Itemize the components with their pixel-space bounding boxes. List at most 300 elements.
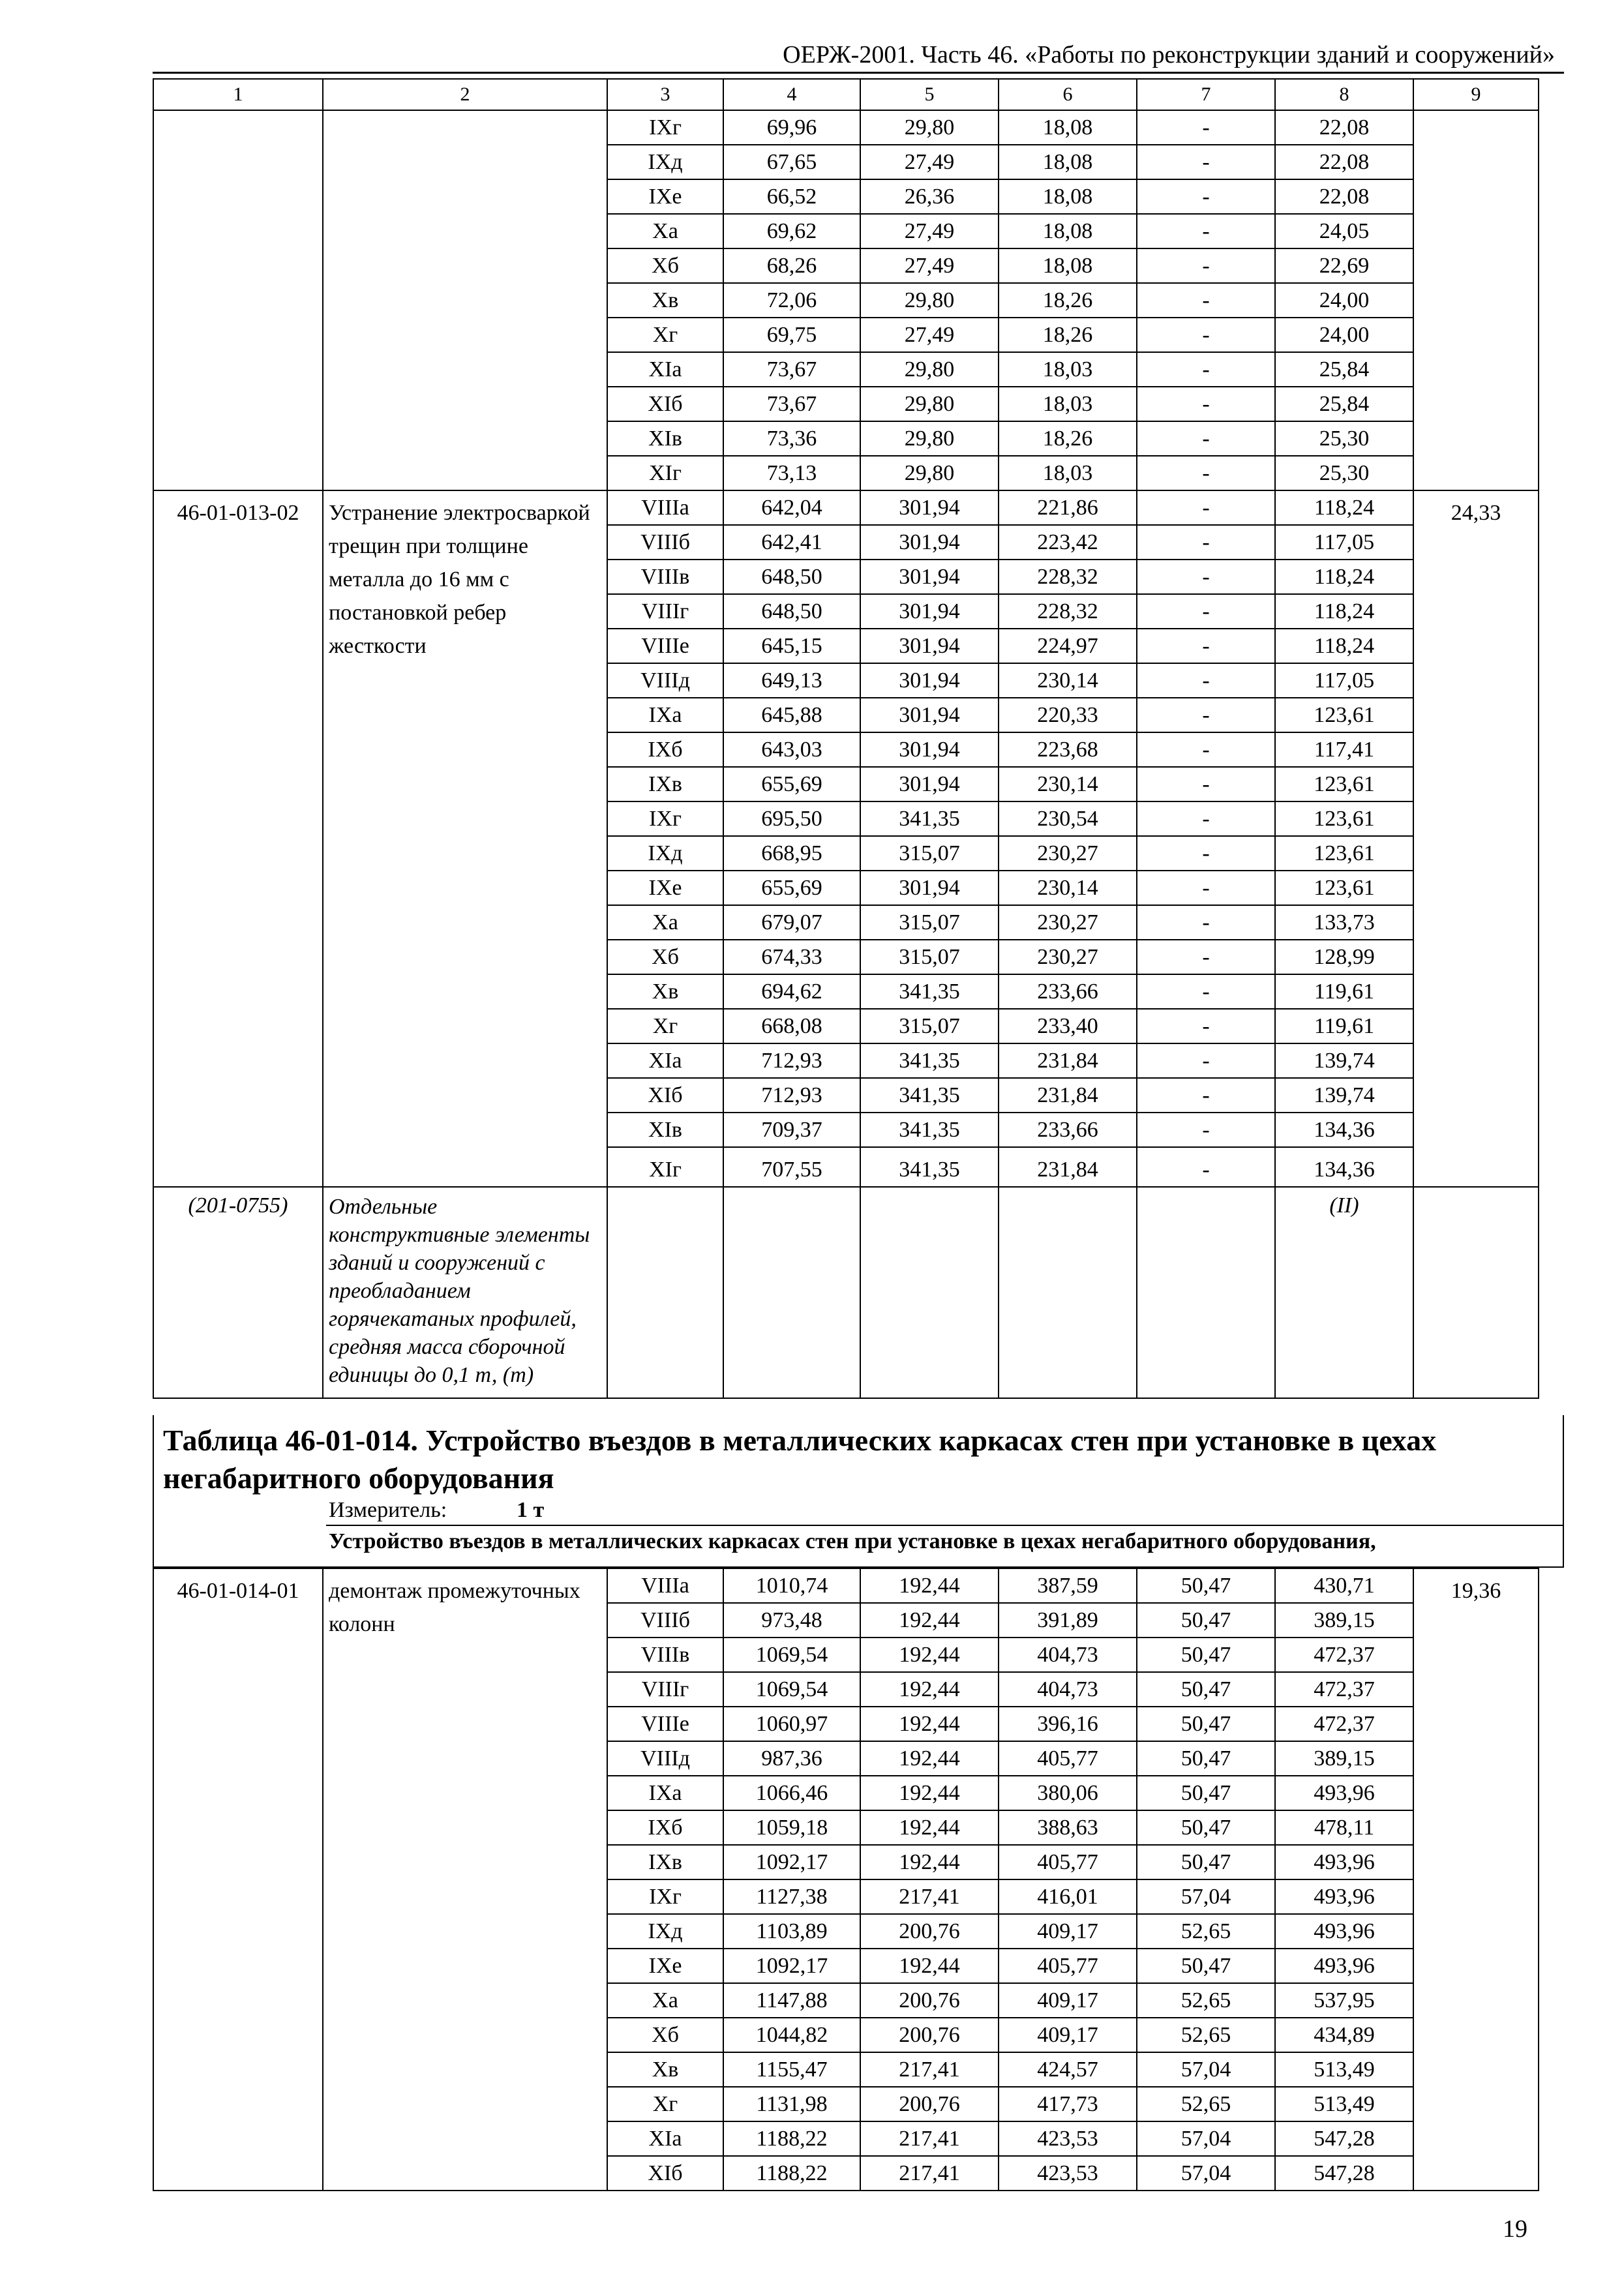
value-cell: 68,26 [723, 248, 860, 283]
value-cell: - [1137, 1113, 1275, 1147]
value-cell: VIIIб [607, 525, 723, 560]
value-cell: - [1137, 421, 1275, 456]
empty-cell [1137, 1187, 1275, 1398]
value-cell: 380,06 [999, 1776, 1137, 1810]
value-cell: 655,69 [723, 767, 860, 801]
value-cell: 230,14 [999, 871, 1137, 905]
value-cell: 405,77 [999, 1949, 1137, 1983]
value-cell: Xа [607, 1983, 723, 2018]
value-cell: 192,44 [860, 1603, 999, 1638]
empty-cell [860, 1187, 999, 1398]
value-cell: IXд [607, 1914, 723, 1949]
value-cell: - [1137, 905, 1275, 940]
column-number-4: 4 [723, 79, 860, 110]
value-cell: 649,13 [723, 663, 860, 698]
value-cell: 694,62 [723, 974, 860, 1009]
value-cell: Xг [607, 1009, 723, 1043]
item-code: 46-01-013-02 [153, 490, 323, 1187]
value-cell: 200,76 [860, 2018, 999, 2052]
value-cell: 73,13 [723, 456, 860, 490]
value-cell: 1188,22 [723, 2156, 860, 2191]
value-cell: 1188,22 [723, 2121, 860, 2156]
value-cell: VIIIб [607, 1603, 723, 1638]
value-cell: VIIIе [607, 1707, 723, 1741]
item-code: 46-01-014-01 [153, 1568, 323, 2191]
value-cell: Xб [607, 2018, 723, 2052]
value-cell: 388,63 [999, 1810, 1137, 1845]
value-cell: 73,67 [723, 387, 860, 421]
value-cell: VIIIд [607, 663, 723, 698]
value-cell: 341,35 [860, 1147, 999, 1187]
value-cell: 1103,89 [723, 1914, 860, 1949]
value-cell: 50,47 [1137, 1672, 1275, 1707]
value-cell: 1044,82 [723, 2018, 860, 2052]
value-cell: 69,75 [723, 318, 860, 352]
item-col9: 19,36 [1413, 1568, 1539, 2191]
value-cell: 25,30 [1275, 456, 1413, 490]
resource-description: Отдельные конструктивные элементы зданий и сооружений с преобладанием горячекатаных профилей, средняя масса сборочной единицы до 0,1 т, (т) [323, 1187, 607, 1398]
value-cell: VIIIд [607, 1741, 723, 1776]
running-header: ОЕРЖ-2001. Часть 46. «Работы по реконструкции зданий и сооружений» [783, 41, 1555, 68]
value-cell: 423,53 [999, 2156, 1137, 2191]
value-cell: 27,49 [860, 214, 999, 248]
value-cell: 50,47 [1137, 1845, 1275, 1879]
value-cell: 231,84 [999, 1147, 1137, 1187]
value-cell: IXд [607, 836, 723, 871]
value-cell: - [1137, 940, 1275, 974]
value-cell: IXв [607, 1845, 723, 1879]
value-cell: 417,73 [999, 2087, 1137, 2121]
value-cell: XIа [607, 1043, 723, 1078]
value-cell: 66,52 [723, 179, 860, 214]
value-cell: 217,41 [860, 2121, 999, 2156]
value-cell: - [1137, 767, 1275, 801]
value-cell: 192,44 [860, 1845, 999, 1879]
value-cell: IXд [607, 145, 723, 179]
value-cell: - [1137, 456, 1275, 490]
value-cell: 341,35 [860, 974, 999, 1009]
value-cell: 18,03 [999, 352, 1137, 387]
value-cell: 22,08 [1275, 145, 1413, 179]
value-cell: 1147,88 [723, 1983, 860, 2018]
value-cell: 341,35 [860, 1043, 999, 1078]
value-cell: 409,17 [999, 1914, 1137, 1949]
column-number-8: 8 [1275, 79, 1413, 110]
value-cell: 29,80 [860, 283, 999, 318]
value-cell: 424,57 [999, 2052, 1137, 2087]
value-cell: 192,44 [860, 1638, 999, 1672]
empty-cell [1413, 1187, 1539, 1398]
value-cell: 679,07 [723, 905, 860, 940]
value-cell: IXб [607, 1810, 723, 1845]
caption-rule [326, 1525, 1564, 1526]
value-cell: 52,65 [1137, 1983, 1275, 2018]
value-cell: - [1137, 1043, 1275, 1078]
value-cell: 1092,17 [723, 1845, 860, 1879]
value-cell: 973,48 [723, 1603, 860, 1638]
value-cell: 643,03 [723, 732, 860, 767]
value-cell: 52,65 [1137, 2087, 1275, 2121]
value-cell: - [1137, 871, 1275, 905]
item-description: демонтаж промежуточных колонн [323, 1568, 607, 2191]
value-cell: IXа [607, 1776, 723, 1810]
value-cell: 50,47 [1137, 1638, 1275, 1672]
value-cell: 1010,74 [723, 1568, 860, 1603]
value-cell: XIа [607, 2121, 723, 2156]
value-cell: 57,04 [1137, 1879, 1275, 1914]
value-cell: 230,27 [999, 940, 1137, 974]
value-cell: 128,99 [1275, 940, 1413, 974]
value-cell: 301,94 [860, 732, 999, 767]
value-cell: 233,66 [999, 1113, 1137, 1147]
value-cell: 57,04 [1137, 2121, 1275, 2156]
value-cell: 192,44 [860, 1707, 999, 1741]
value-cell: 301,94 [860, 560, 999, 594]
table-row [153, 490, 1539, 525]
value-cell: 18,26 [999, 421, 1137, 456]
empty-cell [999, 1187, 1137, 1398]
value-cell: 230,27 [999, 836, 1137, 871]
value-cell: 233,66 [999, 974, 1137, 1009]
value-cell: 123,61 [1275, 871, 1413, 905]
value-cell: Xа [607, 214, 723, 248]
value-cell: 405,77 [999, 1741, 1137, 1776]
empty-cell [723, 1187, 860, 1398]
col9-cell [1413, 110, 1539, 490]
value-cell: 29,80 [860, 456, 999, 490]
value-cell: - [1137, 387, 1275, 421]
value-cell: - [1137, 560, 1275, 594]
value-cell: Xг [607, 2087, 723, 2121]
value-cell: 117,05 [1275, 663, 1413, 698]
value-cell: - [1137, 594, 1275, 629]
value-cell: 18,08 [999, 214, 1137, 248]
value-cell: - [1137, 490, 1275, 525]
value-cell: 315,07 [860, 905, 999, 940]
value-cell: 52,65 [1137, 2018, 1275, 2052]
value-cell: - [1137, 525, 1275, 560]
value-cell: VIIIг [607, 1672, 723, 1707]
value-cell: 341,35 [860, 801, 999, 836]
value-cell: 389,15 [1275, 1741, 1413, 1776]
value-cell: 1131,98 [723, 2087, 860, 2121]
value-cell: 18,26 [999, 283, 1137, 318]
value-cell: 69,62 [723, 214, 860, 248]
value-cell: 315,07 [860, 836, 999, 871]
value-cell: 221,86 [999, 490, 1137, 525]
value-cell: - [1137, 663, 1275, 698]
column-number-6: 6 [999, 79, 1137, 110]
value-cell: IXа [607, 698, 723, 732]
value-cell: 1127,38 [723, 1879, 860, 1914]
value-cell: 472,37 [1275, 1707, 1413, 1741]
value-cell: - [1137, 629, 1275, 663]
value-cell: 18,03 [999, 387, 1137, 421]
value-cell: - [1137, 352, 1275, 387]
column-number-1: 1 [153, 79, 323, 110]
value-cell: 230,14 [999, 767, 1137, 801]
value-cell: 228,32 [999, 560, 1137, 594]
value-cell: 192,44 [860, 1741, 999, 1776]
value-cell: 22,08 [1275, 179, 1413, 214]
value-cell: 409,17 [999, 1983, 1137, 2018]
value-cell: 192,44 [860, 1810, 999, 1845]
value-cell: 1155,47 [723, 2052, 860, 2087]
value-cell: 73,67 [723, 352, 860, 387]
value-cell: 22,69 [1275, 248, 1413, 283]
value-cell: 118,24 [1275, 560, 1413, 594]
table-014-caption-block [153, 1415, 1564, 1568]
value-cell: 493,96 [1275, 1914, 1413, 1949]
value-cell: 405,77 [999, 1845, 1137, 1879]
value-cell: 217,41 [860, 2052, 999, 2087]
value-cell: 1069,54 [723, 1638, 860, 1672]
value-cell: 123,61 [1275, 698, 1413, 732]
value-cell: 52,65 [1137, 1914, 1275, 1949]
value-cell: 228,32 [999, 594, 1137, 629]
value-cell: 404,73 [999, 1638, 1137, 1672]
value-cell: XIв [607, 1113, 723, 1147]
empty-cell [607, 1187, 723, 1398]
value-cell: 709,37 [723, 1113, 860, 1147]
value-cell: 220,33 [999, 698, 1137, 732]
value-cell: Xа [607, 905, 723, 940]
value-cell: 18,08 [999, 179, 1137, 214]
value-cell: 547,28 [1275, 2156, 1413, 2191]
value-cell: 493,96 [1275, 1879, 1413, 1914]
value-cell: 67,65 [723, 145, 860, 179]
value-cell: 50,47 [1137, 1707, 1275, 1741]
value-cell: VIIIв [607, 1638, 723, 1672]
value-cell: 695,50 [723, 801, 860, 836]
value-cell: 389,15 [1275, 1603, 1413, 1638]
value-cell: 1060,97 [723, 1707, 860, 1741]
value-cell: IXг [607, 1879, 723, 1914]
value-cell: - [1137, 110, 1275, 145]
value-cell: 668,08 [723, 1009, 860, 1043]
item-col9: 24,33 [1413, 490, 1539, 1187]
table-row [153, 1187, 1539, 1398]
value-cell: 18,03 [999, 456, 1137, 490]
value-cell: 134,36 [1275, 1113, 1413, 1147]
value-cell: 642,04 [723, 490, 860, 525]
value-cell: 50,47 [1137, 1741, 1275, 1776]
value-cell: 192,44 [860, 1949, 999, 1983]
value-cell: IXг [607, 801, 723, 836]
value-cell: 423,53 [999, 2121, 1137, 2156]
value-cell: 50,47 [1137, 1810, 1275, 1845]
page-number: 19 [1503, 2215, 1527, 2243]
value-cell: 301,94 [860, 594, 999, 629]
measure-value: 1 т [517, 1498, 545, 1522]
value-cell: 123,61 [1275, 836, 1413, 871]
value-cell: 341,35 [860, 1113, 999, 1147]
value-cell: IXв [607, 767, 723, 801]
value-cell: 231,84 [999, 1078, 1137, 1113]
value-cell: 430,71 [1275, 1568, 1413, 1603]
value-cell: 117,41 [1275, 732, 1413, 767]
value-cell: 118,24 [1275, 594, 1413, 629]
value-cell: 472,37 [1275, 1638, 1413, 1672]
value-cell: 25,84 [1275, 387, 1413, 421]
value-cell: 25,30 [1275, 421, 1413, 456]
value-cell: VIIIа [607, 490, 723, 525]
value-cell: 118,24 [1275, 629, 1413, 663]
value-cell: 655,69 [723, 871, 860, 905]
value-cell: Xв [607, 974, 723, 1009]
value-cell: 29,80 [860, 421, 999, 456]
value-cell: 72,06 [723, 283, 860, 318]
header-rule [153, 72, 1564, 74]
value-cell: 200,76 [860, 1914, 999, 1949]
table-row [153, 110, 1539, 145]
value-cell: VIIIа [607, 1568, 723, 1603]
value-cell: 434,89 [1275, 2018, 1413, 2052]
value-cell: VIIIе [607, 629, 723, 663]
value-cell: 387,59 [999, 1568, 1137, 1603]
value-cell: 123,61 [1275, 801, 1413, 836]
value-cell: 50,47 [1137, 1949, 1275, 1983]
value-cell: 18,08 [999, 110, 1137, 145]
value-cell: XIб [607, 2156, 723, 2191]
value-cell: 645,15 [723, 629, 860, 663]
value-cell: 712,93 [723, 1043, 860, 1078]
value-cell: 118,24 [1275, 490, 1413, 525]
measure-label: Измеритель: [329, 1498, 447, 1522]
value-cell: XIв [607, 421, 723, 456]
value-cell: 25,84 [1275, 352, 1413, 387]
value-cell: Xв [607, 2052, 723, 2087]
value-cell: 396,16 [999, 1707, 1137, 1741]
value-cell: 472,37 [1275, 1672, 1413, 1707]
column-number-5: 5 [860, 79, 999, 110]
value-cell: 134,36 [1275, 1147, 1413, 1187]
table-title: Таблица 46-01-014. Устройство въездов в металлических каркасах стен при установке в цехах негабаритного оборудования [163, 1424, 1437, 1495]
item-description: Устранение электросваркой трещин при толщине металла до 16 мм с постановкой ребер жесткости [323, 490, 607, 1187]
value-cell: - [1137, 214, 1275, 248]
value-cell: 24,00 [1275, 318, 1413, 352]
value-cell: 231,84 [999, 1043, 1137, 1078]
value-cell: 29,80 [860, 387, 999, 421]
value-cell: 1059,18 [723, 1810, 860, 1845]
value-cell: IXе [607, 871, 723, 905]
value-cell: 547,28 [1275, 2121, 1413, 2156]
value-cell: 301,94 [860, 698, 999, 732]
value-cell: - [1137, 974, 1275, 1009]
value-cell: - [1137, 836, 1275, 871]
value-cell: 73,36 [723, 421, 860, 456]
value-cell: Xг [607, 318, 723, 352]
value-cell: 24,00 [1275, 283, 1413, 318]
value-cell: 301,94 [860, 663, 999, 698]
table-row [153, 1568, 1539, 1603]
value-cell: 29,80 [860, 352, 999, 387]
value-cell: 1092,17 [723, 1949, 860, 1983]
value-cell: IXг [607, 110, 723, 145]
value-cell: 217,41 [860, 2156, 999, 2191]
value-cell: 315,07 [860, 1009, 999, 1043]
value-cell: 409,17 [999, 2018, 1137, 2052]
value-cell: 301,94 [860, 525, 999, 560]
value-cell: 18,08 [999, 248, 1137, 283]
value-cell: XIб [607, 1078, 723, 1113]
value-cell: 57,04 [1137, 2156, 1275, 2191]
value-cell: XIб [607, 387, 723, 421]
value-cell: IXе [607, 179, 723, 214]
value-cell: Xб [607, 940, 723, 974]
value-cell: 217,41 [860, 1879, 999, 1914]
table-row [153, 79, 1539, 110]
value-cell: 29,80 [860, 110, 999, 145]
value-cell: - [1137, 698, 1275, 732]
value-cell: IXе [607, 1949, 723, 1983]
value-cell: - [1137, 145, 1275, 179]
value-cell: 69,96 [723, 110, 860, 145]
value-cell: VIIIг [607, 594, 723, 629]
value-cell: - [1137, 1009, 1275, 1043]
value-cell: XIг [607, 456, 723, 490]
value-cell: 301,94 [860, 767, 999, 801]
value-cell: 50,47 [1137, 1776, 1275, 1810]
value-cell: 230,14 [999, 663, 1137, 698]
value-cell: - [1137, 318, 1275, 352]
value-cell: 22,08 [1275, 110, 1413, 145]
value-cell: 119,61 [1275, 974, 1413, 1009]
value-cell: 139,74 [1275, 1043, 1413, 1078]
value-cell: 301,94 [860, 629, 999, 663]
value-cell: - [1137, 248, 1275, 283]
value-cell: 648,50 [723, 594, 860, 629]
value-cell: 133,73 [1275, 905, 1413, 940]
value-cell: Xб [607, 248, 723, 283]
value-cell: 987,36 [723, 1741, 860, 1776]
column-number-3: 3 [607, 79, 723, 110]
value-cell: - [1137, 732, 1275, 767]
value-cell: 200,76 [860, 1983, 999, 2018]
price-table-part-1 [153, 78, 1539, 1399]
value-cell: 513,49 [1275, 2087, 1413, 2121]
value-cell: 119,61 [1275, 1009, 1413, 1043]
value-cell: 27,49 [860, 145, 999, 179]
work-description: Устройство въездов в металлических каркасах стен при установке в цехах негабаритного оборудования, [329, 1529, 1376, 1553]
value-cell: VIIIв [607, 560, 723, 594]
value-cell: 117,05 [1275, 525, 1413, 560]
value-cell: 493,96 [1275, 1776, 1413, 1810]
value-cell: 57,04 [1137, 2052, 1275, 2087]
value-cell: 27,49 [860, 318, 999, 352]
value-cell: Xв [607, 283, 723, 318]
value-cell: 674,33 [723, 940, 860, 974]
value-cell: 645,88 [723, 698, 860, 732]
value-cell: 233,40 [999, 1009, 1137, 1043]
value-cell: 301,94 [860, 490, 999, 525]
value-cell: 391,89 [999, 1603, 1137, 1638]
value-cell: 224,97 [999, 629, 1137, 663]
value-cell: 230,27 [999, 905, 1137, 940]
value-cell: 200,76 [860, 2087, 999, 2121]
value-cell: 341,35 [860, 1078, 999, 1113]
value-cell: 192,44 [860, 1568, 999, 1603]
value-cell: 315,07 [860, 940, 999, 974]
price-table-part-2 [153, 1568, 1539, 2191]
value-cell: 416,01 [999, 1879, 1137, 1914]
description-cell [323, 110, 607, 490]
value-cell: 404,73 [999, 1672, 1137, 1707]
resource-code: (201-0755) [153, 1187, 323, 1398]
value-cell: XIа [607, 352, 723, 387]
value-cell: 668,95 [723, 836, 860, 871]
value-cell: 513,49 [1275, 2052, 1413, 2087]
